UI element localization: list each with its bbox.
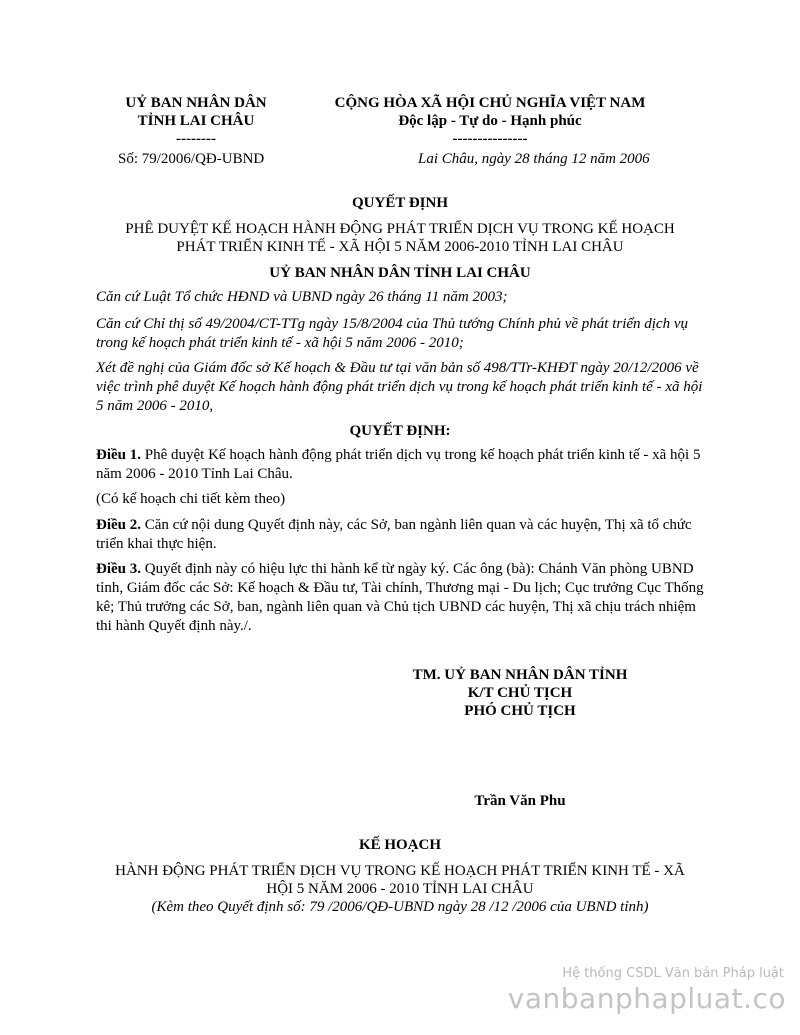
decision-issuer: UỶ BAN NHÂN DÂN TỈNH LAI CHÂU [269,265,531,281]
national-motto [300,94,680,148]
legal-basis-2: Căn cứ Chỉ thị số 49/2004/CT-TTg ngày 15/8/2004 của Thủ tướng Chính phủ về phát triển dịch vụ trong kế hoạch phát triển kinh tế - xã hội 5 năm 2006 - 2010; [96,316,689,351]
decision-subject [60,220,740,256]
subject-line-2: PHÁT TRIỂN KINH TẾ - XÃ HỘI 5 NĂM 2006-2010 TỈNH LAI CHÂU [176,239,624,255]
agency-line-1: UỶ BAN NHÂN DÂN [125,95,267,111]
signer-name: Trần Văn Phu [474,793,566,809]
article-1 [96,446,704,484]
article-2 [96,516,704,554]
plan-subtitle [60,862,740,898]
signature-line-1: TM. UỶ BAN NHÂN DÂN TỈNH [412,667,628,683]
article-2-label: Điều 2. [96,517,141,533]
decides-heading: QUYẾT ĐỊNH: [349,423,451,439]
article-2-text: Căn cứ nội dung Quyết định này, các Sở, ban ngành liên quan và các huyện, Thị xã tổ chức triển khai thực hiện. [96,517,692,552]
article-1-label: Điều 1. [96,447,141,463]
plan-subtitle-line-1: HÀNH ĐỘNG PHÁT TRIỂN DỊCH VỤ TRONG KẾ HOẠCH PHÁT TRIỂN KINH TẾ - XÃ [115,863,685,879]
place-date: Lai Châu, ngày 28 tháng 12 năm 2006 [418,151,650,167]
attachment-note: (Có kế hoạch chi tiết kèm theo) [96,491,286,507]
article-1-text: Phê duyệt Kế hoạch hành động phát triển dịch vụ trong kế hoạch phát triển kinh tế - xã hội 5 năm 2006 - 2010 Tỉnh Lai Châu. [96,447,701,482]
document-serial: Số: 79/2006/QĐ-UBND [118,151,265,167]
agency-line-2: TỈNH LAI CHÂU [137,113,255,129]
signature-line-3: PHÓ CHỦ TỊCH [464,703,576,719]
watermark-line-2: vanbanphapluat.co [507,982,786,1015]
plan-subtitle-line-2: HỘI 5 NĂM 2006 - 2010 TỈNH LAI CHÂU [266,881,534,897]
signature-block [370,666,670,720]
article-3 [96,560,704,636]
nation-line-2: Độc lập - Tự do - Hạnh phúc [398,113,582,129]
legal-basis-3: Xét đề nghị của Giám đốc sở Kế hoạch & Đầu tư tại văn bản số 498/TTr-KHĐT ngày 20/12/2006 về việc trình phê duyệt Kế hoạch hành động phát triển dịch vụ trong kế hoạch phát triển kinh tế - xã hội 5 năm 2006 - 2010, [96,360,703,414]
issuing-agency [96,94,296,148]
nation-rule: --------------- [452,131,528,147]
plan-reference: (Kèm theo Quyết định số: 79 /2006/QĐ-UBND ngày 28 /12 /2006 của UBND tỉnh) [151,899,649,915]
article-3-text: Quyết định này có hiệu lực thi hành kể từ ngày ký. Các ông (bà): Chánh Văn phòng UBND tỉnh, Giám đốc các Sở: Kế hoạch & Đầu tư, Tài chính, Thương mại - Du lịch; Cục trưởng Cục Thống kê; Thủ trưởng các Sở, ban, ngành liên quan và Chủ tịch UBND các huyện, Thị xã chịu trách nhiệm thi hành Quyết định này./. [96,561,704,634]
legal-basis-1: Căn cứ Luật Tổ chức HĐND và UBND ngày 26 tháng 11 năm 2003; [96,289,508,305]
nation-line-1: CỘNG HÒA XÃ HỘI CHỦ NGHĨA VIỆT NAM [334,95,646,111]
watermark-line-1: Hệ thống CSDL Văn bản Pháp luật [562,966,784,981]
agency-rule: -------- [176,131,216,147]
signature-line-2: K/T CHỦ TỊCH [467,685,573,701]
article-3-label: Điều 3. [96,561,141,577]
subject-line-1: PHÊ DUYỆT KẾ HOẠCH HÀNH ĐỘNG PHÁT TRIỂN DỊCH VỤ TRONG KẾ HOẠCH [125,221,675,237]
decision-title: QUYẾT ĐỊNH [352,195,448,211]
plan-title: KẾ HOẠCH [358,837,442,853]
